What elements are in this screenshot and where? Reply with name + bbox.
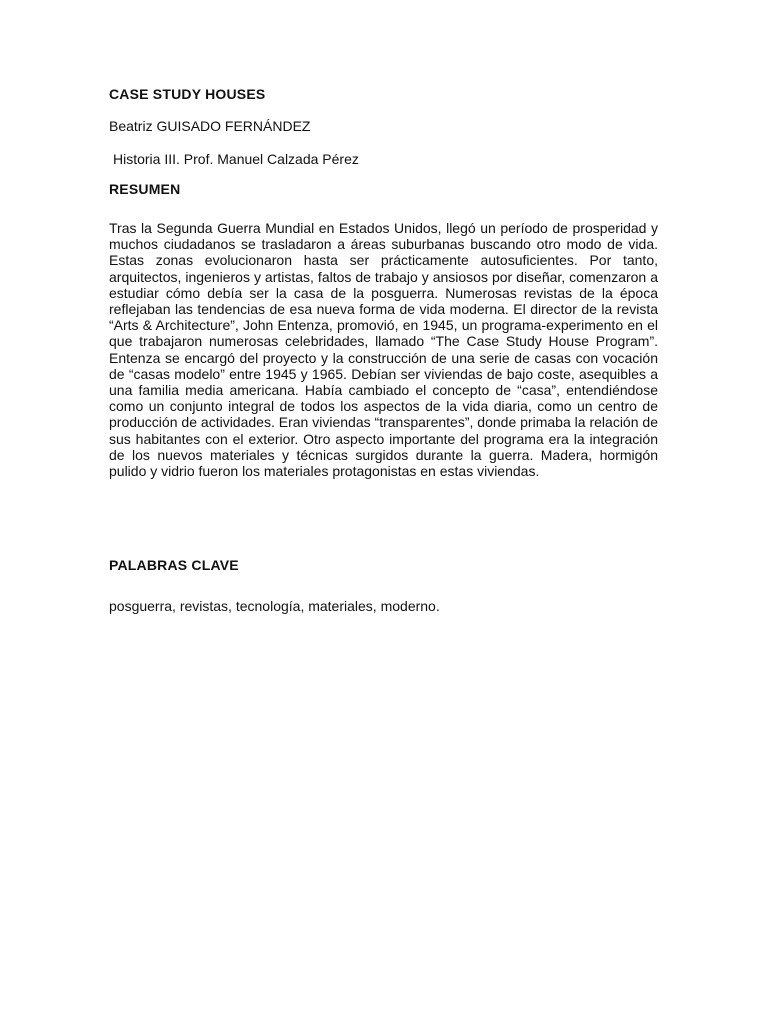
abstract-paragraph: Tras la Segunda Guerra Mundial en Estados Unidos, llegó un período de prosperidad y muchos ciudadanos se trasladaron a áreas suburbanas buscando otro modo de vida. Estas zonas evolucionaron hasta ser prácticamente autosuficientes. Por tanto, arquitectos, ingenieros y artistas, faltos de trabajo y ansiosos por diseñar, comenzaron a estudiar cómo debía ser la casa de la posguerra. Numerosas revistas de la época reflejaban las tendencias de esa nueva forma de vida moderna. El director de la revista “Arts & Architecture”, John Entenza, promovió, en 1945, un programa-experimento en el que trabajaron numerosas celebridades, llamado “The Case Study House Program”. Entenza se encargó del proyecto y la construcción de una serie de casas con vocación de “casas modelo” entre 1945 y 1965. Debían ser viviendas de bajo coste, asequibles a una familia media americana. Había cambiado el concepto de “casa”, entendiéndose como un conjunto integral de todos los aspectos de la vida diaria, como un centro de producción de actividades. Eran viviendas “transparentes”, donde primaba la relación de sus habitantes con el exterior. Otro aspecto importante del programa era la integración de los nuevos materiales y técnicas surgidos durante la guerra. Madera, hormigón pulido y vidrio fueron los materiales protagonistas en estas viviendas. [109,220,658,480]
document-title: CASE STUDY HOUSES [109,86,266,102]
keywords-list: posguerra, revistas, tecnología, materiales, moderno. [109,598,440,614]
keywords-heading: PALABRAS CLAVE [109,557,239,573]
course-info: Historia III. Prof. Manuel Calzada Pérez [113,151,359,167]
author-name: Beatriz GUISADO FERNÁNDEZ [109,118,311,134]
abstract-heading: RESUMEN [109,181,181,197]
